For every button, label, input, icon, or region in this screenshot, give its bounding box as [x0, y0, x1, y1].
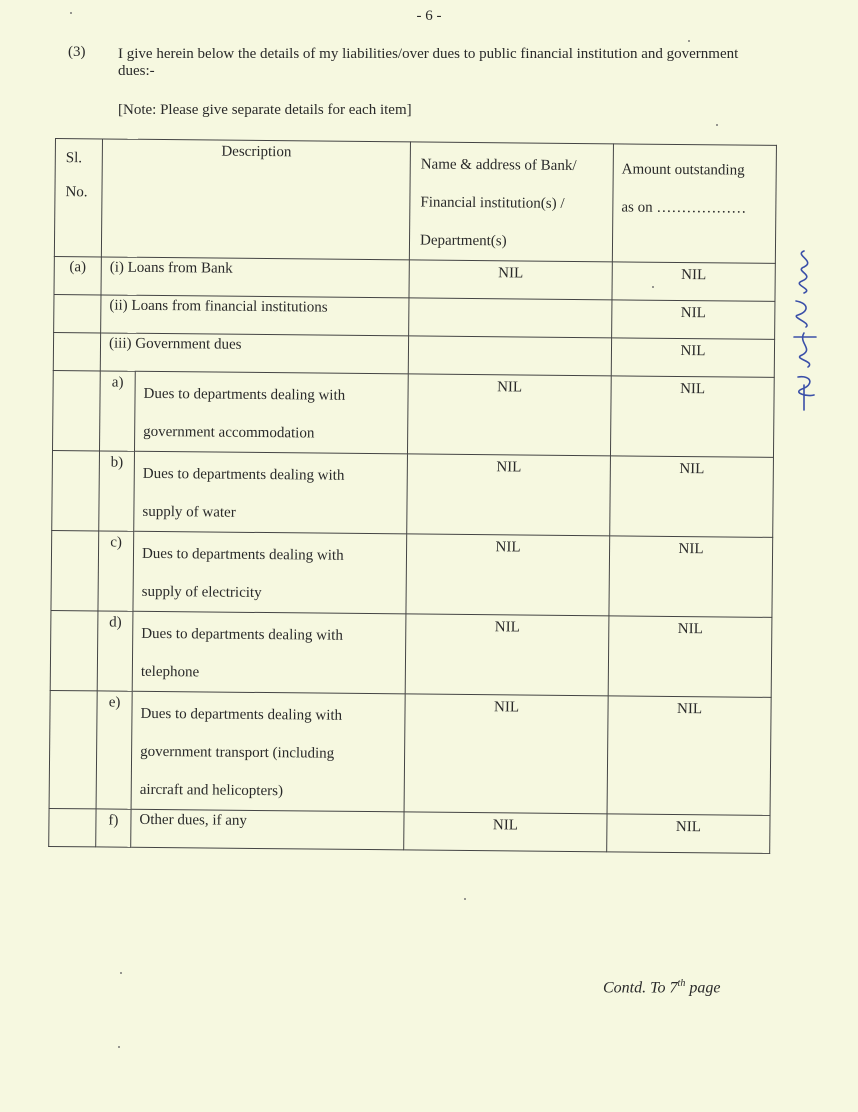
row-bank: NIL — [404, 812, 607, 852]
header-sl-line1: Sl. — [65, 150, 83, 167]
row-description-line2: supply of electricity — [141, 583, 262, 602]
row-bank: NIL — [407, 374, 611, 456]
row-description-line2: telephone — [140, 663, 200, 681]
continued-suffix: page — [685, 979, 721, 997]
row-description-line2: government transport (including — [140, 743, 335, 762]
row-description-line1: Dues to departments dealing with — [141, 545, 344, 564]
header-sl-no — [54, 139, 102, 257]
table-row — [51, 530, 773, 617]
row-sub-label: a) — [99, 371, 135, 451]
row-description: (ii) Loans from financial institutions — [101, 295, 409, 336]
row-sl-empty — [52, 450, 100, 530]
paper-speck — [118, 1046, 120, 1048]
row-amount: NIL — [610, 456, 774, 538]
header-bank — [409, 142, 613, 262]
row-description-line1: Dues to departments dealing with — [141, 625, 343, 644]
header-amount-line1: Amount outstanding — [621, 161, 745, 179]
paper-speck — [70, 12, 72, 14]
row-amount: NIL — [611, 338, 774, 378]
row-sub-label: b) — [99, 451, 135, 531]
row-sub-label: e) — [96, 691, 132, 809]
row-bank — [408, 336, 611, 376]
row-sl: (a) — [54, 256, 101, 294]
row-sl — [53, 332, 100, 370]
row-description — [132, 611, 406, 694]
row-amount: NIL — [607, 814, 770, 854]
row-description-line3: aircraft and helicopters) — [139, 781, 284, 800]
row-description-line2: government accommodation — [143, 423, 315, 442]
table-row — [52, 450, 774, 537]
row-description: (i) Loans from Bank — [101, 257, 409, 298]
row-description-line1: Dues to departments dealing with — [143, 385, 346, 404]
row-amount: NIL — [609, 536, 773, 618]
handwritten-signature — [786, 245, 826, 415]
row-description-line1: Dues to departments dealing with — [142, 465, 345, 484]
row-sl — [54, 294, 101, 332]
header-bank-line3: Department(s) — [419, 232, 507, 250]
row-bank: NIL — [409, 260, 612, 300]
row-sl-empty — [51, 530, 99, 610]
paper-speck — [464, 898, 466, 900]
paper-speck — [688, 40, 690, 42]
note-text: [Note: Please give separate details for each item] — [118, 102, 412, 118]
table-row — [53, 370, 775, 457]
row-description: (iii) Government dues — [100, 333, 408, 374]
row-sub-label: c) — [98, 531, 134, 611]
paper-speck — [652, 286, 654, 288]
row-sub-label: d) — [97, 611, 133, 691]
row-description — [131, 691, 405, 812]
item-number: (3) — [68, 44, 86, 60]
header-amount-line2: as on ……………… — [621, 199, 747, 217]
row-bank: NIL — [404, 694, 608, 814]
row-bank: NIL — [407, 454, 611, 536]
row-description: Other dues, if any — [131, 809, 404, 850]
row-sub-label: f) — [96, 809, 131, 847]
row-amount: NIL — [612, 262, 775, 302]
continued-prefix: Contd. To 7 — [603, 979, 678, 997]
row-description-line1: Dues to departments dealing with — [140, 705, 343, 724]
row-sl-empty — [50, 610, 98, 690]
paper-speck — [120, 972, 122, 974]
row-description — [133, 531, 407, 614]
table-header-row — [54, 139, 776, 264]
header-description: Description — [101, 139, 410, 260]
liabilities-table — [48, 138, 777, 854]
row-amount: NIL — [607, 696, 771, 816]
row-description-line2: supply of water — [142, 503, 236, 521]
table-row — [49, 690, 771, 815]
row-sl-empty — [49, 690, 97, 808]
header-bank-line1: Name & address of Bank/ — [420, 156, 577, 175]
page-number: - 6 - — [416, 8, 442, 24]
row-sl-empty — [53, 370, 101, 450]
row-sl-empty — [49, 808, 96, 846]
table-row — [50, 610, 772, 697]
row-bank: NIL — [405, 614, 609, 696]
header-sl-line2: No. — [65, 184, 88, 201]
row-amount: NIL — [610, 376, 774, 458]
row-description — [134, 451, 408, 534]
row-amount: NIL — [608, 616, 772, 698]
paper-speck — [716, 124, 718, 126]
continued-note — [603, 978, 720, 997]
header-bank-line2: Financial institution(s) / — [420, 194, 565, 212]
intro-text: I give herein below the details of my liabilities/over dues to public financial institution and government dues:- — [118, 46, 739, 79]
row-bank — [409, 298, 612, 338]
table-row — [49, 808, 770, 853]
header-amount — [612, 144, 776, 264]
continued-sup: th — [677, 978, 686, 989]
row-amount: NIL — [612, 300, 775, 340]
row-description — [134, 371, 408, 454]
row-bank: NIL — [406, 534, 610, 616]
